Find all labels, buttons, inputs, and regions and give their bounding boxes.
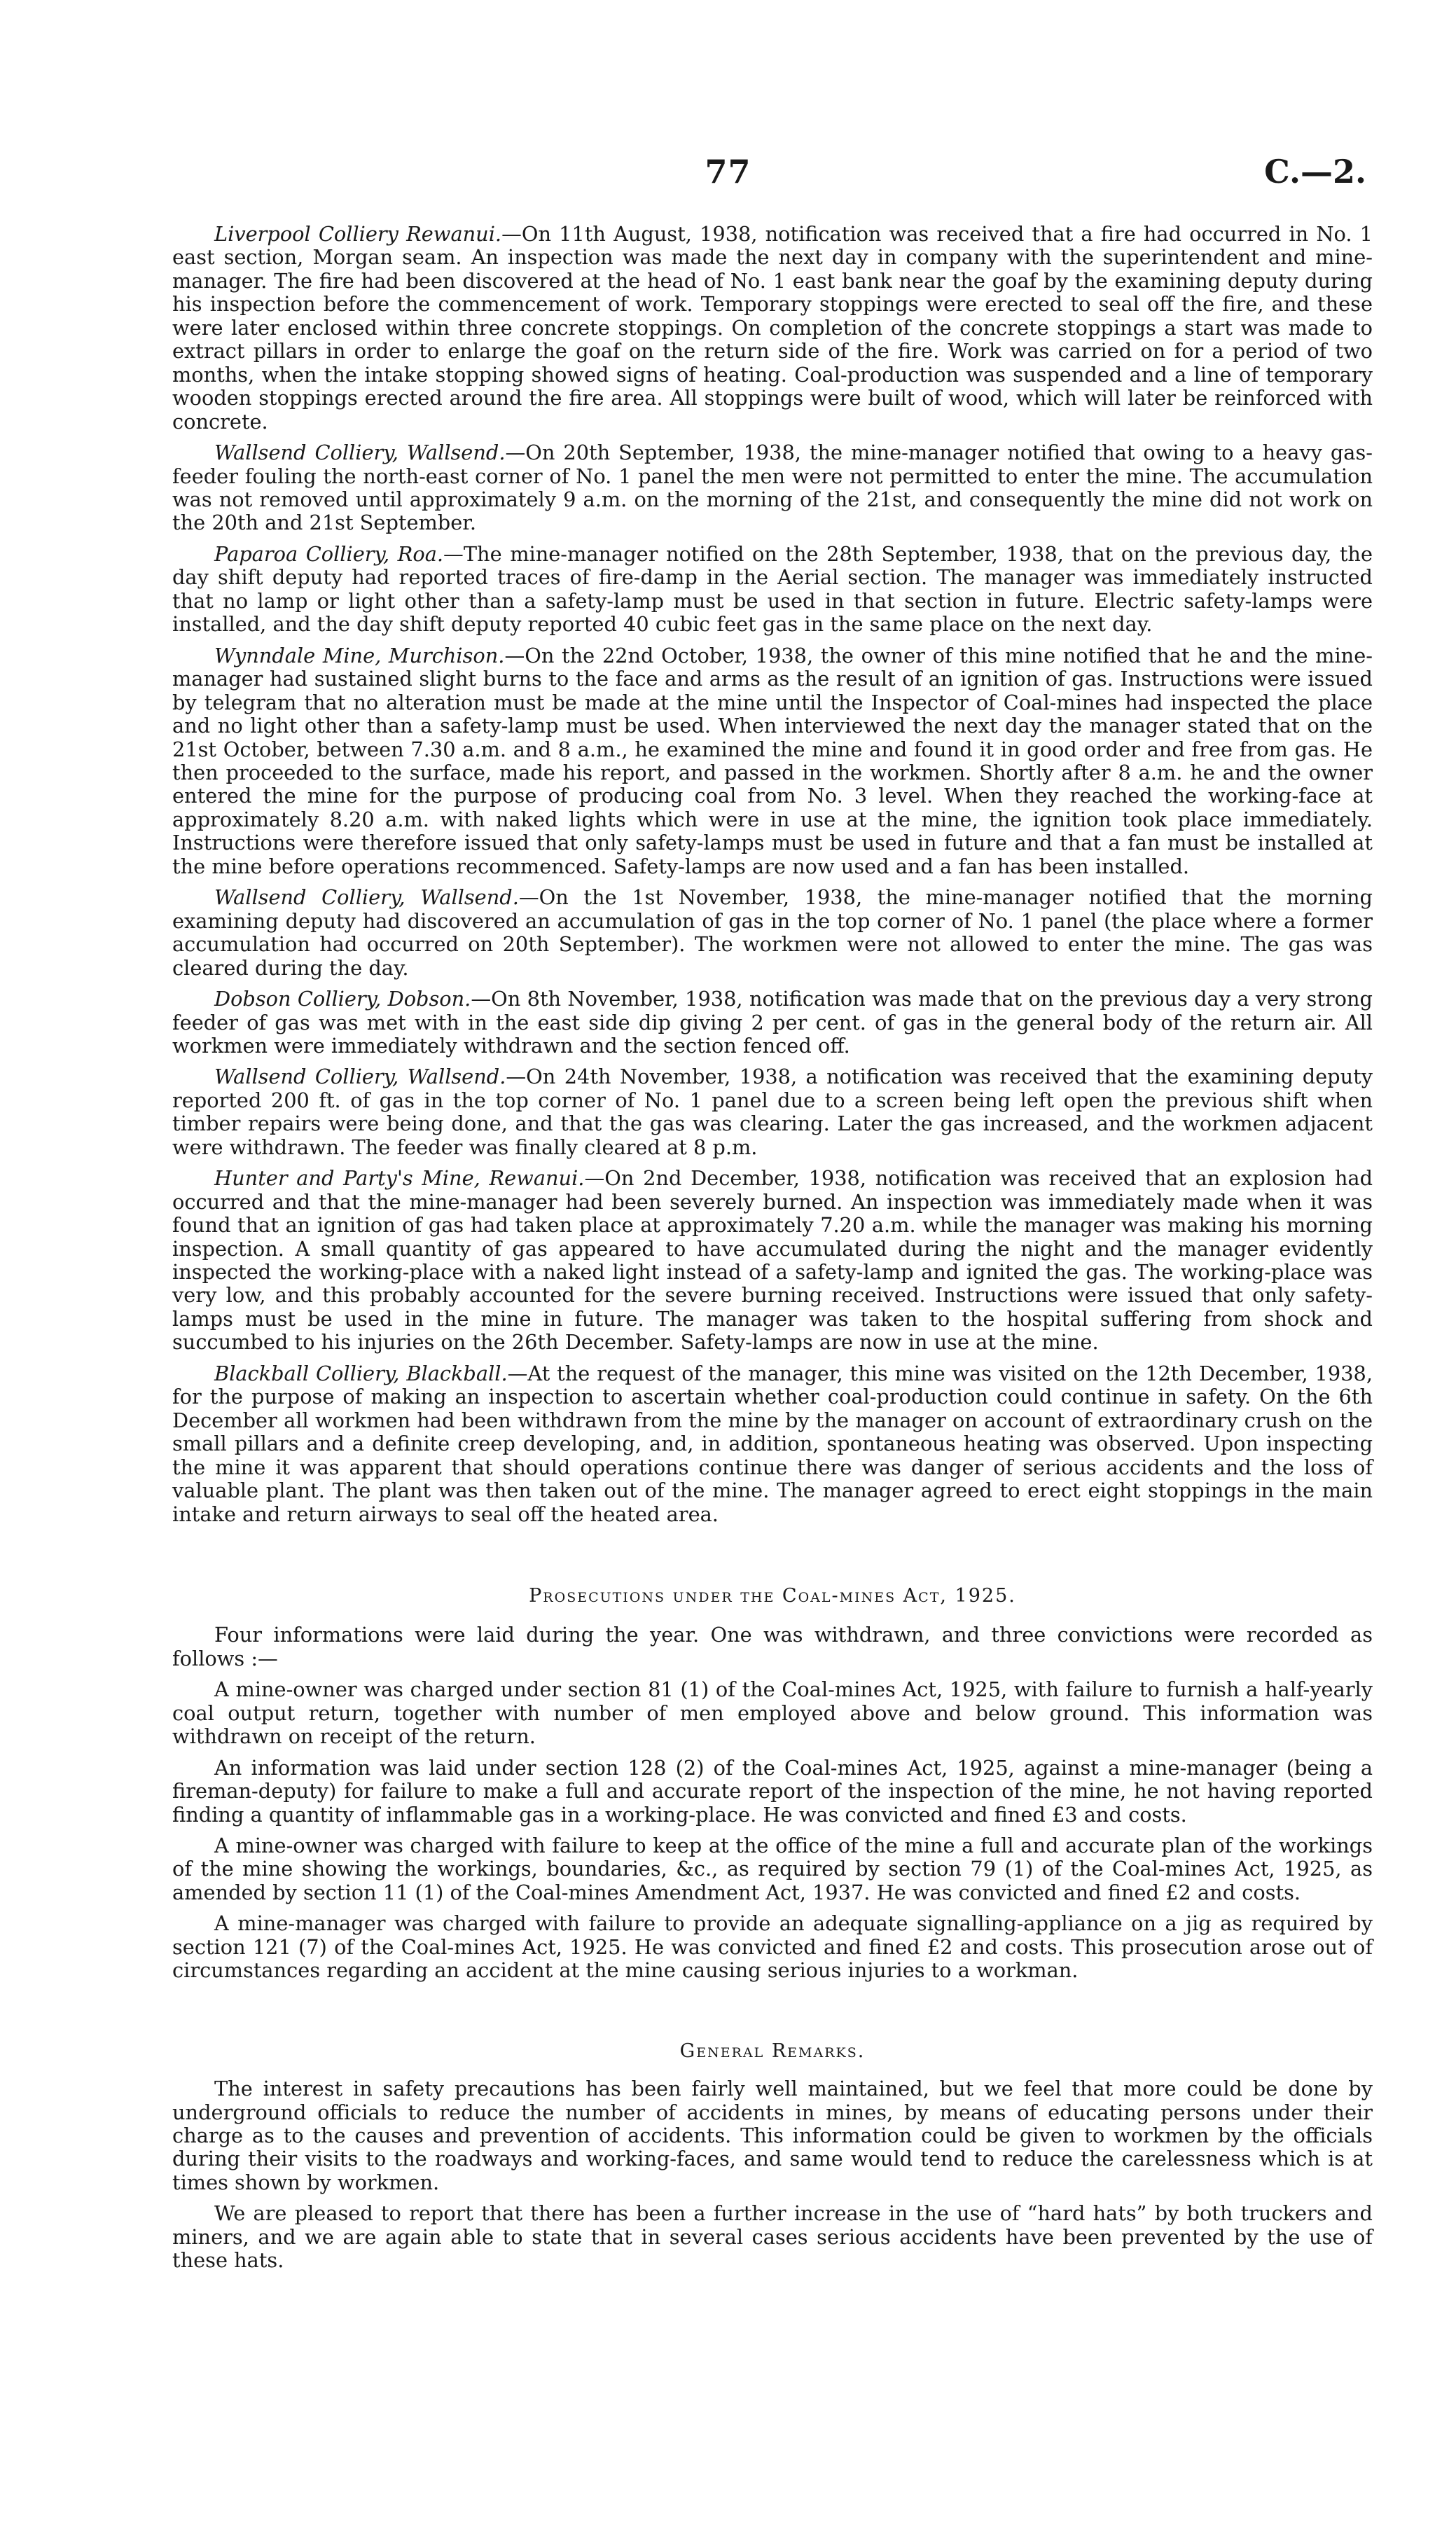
general-remarks-section (172, 2077, 1373, 2273)
occurrence-location: Wynndale Mine, Murchison. (214, 643, 505, 667)
occurrence-paragraph (172, 1362, 1373, 1526)
occurrence-text: —On 11th August, 1938, notification was received that a fire had occurred in No. 1 east section, Morgan seam. An inspection was made the next day in company with the superintendent and mine-manager. The fire had been discovered at the head of No. 1 east bank near the goaf by the examining deputy during his inspection before the commencement of work. Temporary stoppings were erected to seal off the fire, and these were later enclosed within three concrete stoppings. On completion of the concrete stoppings a start was made to extract pillars in order to enlarge the goaf on the return side of the fire. Work was carried on for a period of two months, when the intake stopping showed signs of heating. Coal-production was suspended and a line of temporary wooden stoppings erected around the fire area. All stoppings were built of wood, which will later be reinforced with concrete. (172, 222, 1373, 434)
occurrence-location: Hunter and Party's Mine, Rewanui. (214, 1166, 585, 1191)
occurrence-paragraph (172, 543, 1373, 637)
occurrence-text: —On the 22nd October, 1938, the owner of this mine notified that he and the mine-manager had sustained slight burns to the face and arms as the result of an ignition of gas. Instructions were issued by telegram that no alteration must be made at the mine until the Inspector of Coal-mines had inspected the place and no light other than a safety-lamp must be used. When interviewed the next day the manager stated that on the 21st October, between 7.30 a.m. and 8 a.m., he examined the mine and found it in good order and free from gas. He then proceeded to the surface, made his report, and passed in the workmen. Shortly after 8 a.m. he and the owner entered the mine for the purpose of producing coal from No. 3 level. When they reached the working-face at approximately 8.20 a.m. with naked lights which were in use at the mine, the ignition took place immediately. Instructions were therefore issued that only safety-lamps must be used in future and that a fan must be installed at the mine before operations recommenced. Safety-lamps are now used and a fan has been installed. (172, 643, 1373, 878)
occurrence-text: —On 24th November, 1938, a notification was received that the examining deputy reported 200 ft. of gas in the top corner of No. 1 panel due to a screen being left open the previous shift when timber repairs were being done, and that the gas was clearing. Later the gas increased, and the workmen adjacent were withdrawn. The feeder was finally cleared at 8 p.m. (172, 1065, 1373, 1159)
occurrence-location: Blackball Colliery, Blackball. (214, 1361, 508, 1385)
prosecution-paragraph: A mine-owner was charged with failure to keep at the office of the mine a full and accurate plan of the workings of the mine showing the workings, boundaries, &c., as required by section 79 (1) of the Coal-mines Act, 1925, as amended by section 11 (1) of the Coal-mines Amendment Act, 1937. He was convicted and fined £2 and costs. (172, 1834, 1373, 1904)
prosecutions-section (172, 1623, 1373, 1982)
page-number: 77 (705, 153, 751, 191)
occurrence-text: —At the request of the manager, this mine was visited on the 12th December, 1938, for the purpose of making an inspection to ascertain whether coal-production could continue in safety. On the 6th December all workmen had been withdrawn from the mine by the manager on account of extraordinary crush on the small pillars and a definite creep developing, and, in addition, spontaneous heating was observed. Upon inspecting the mine it was apparent that should operations continue there was danger of serious accidents and the loss of valuable plant. The plant was then taken out of the mine. The manager agreed to erect eight stoppings in the main intake and return airways to seal off the heated area. (172, 1361, 1373, 1526)
document-reference: C.—2. (1264, 153, 1366, 191)
occurrence-paragraph (172, 886, 1373, 980)
occurrences-section (172, 223, 1373, 1526)
occurrence-location: Dobson Colliery, Dobson. (214, 987, 471, 1011)
occurrence-text: —On the 1st November, 1938, the mine-manager notified that the morning examining deputy had discovered an accumulation of gas in the top corner of No. 1 panel (the place where a former accumulation had occurred on 20th September). The workmen were not allowed to enter the mine. The gas was cleared during the day. (172, 885, 1373, 980)
occurrence-location: Wallsend Colliery, Wallsend. (214, 885, 519, 910)
report-body (172, 223, 1373, 2280)
prosecution-paragraph: Four informations were laid during the year. One was withdrawn, and three convictions were recorded as follows :— (172, 1623, 1373, 1670)
occurrence-location: Wallsend Colliery, Wallsend. (214, 441, 506, 465)
occurrence-paragraph (172, 223, 1373, 434)
occurrence-location: Wallsend Colliery, Wallsend. (214, 1065, 506, 1089)
prosecution-paragraph: A mine-manager was charged with failure to provide an adequate signalling-appliance on a jig as required by section 121 (7) of the Coal-mines Act, 1925. He was convicted and fined £2 and costs. This prosecution arose out of circumstances regarding an accident at the mine causing serious injuries to a workman. (172, 1911, 1373, 1983)
occurrence-paragraph (172, 644, 1373, 879)
remarks-paragraph: The interest in safety precautions has been fairly well maintained, but we feel that more could be done by underground officials to reduce the number of accidents in mines, by means of educating persons under their charge as to the causes and prevention of accidents. This information could be given to workmen by the officials during their visits to the roadways and working-faces, and same would tend to reduce the carelessness which is at times shown by workmen. (172, 2077, 1373, 2194)
occurrence-paragraph (172, 988, 1373, 1058)
occurrence-location: Liverpool Colliery Rewanui. (214, 222, 502, 246)
occurrence-text: —On 2nd December, 1938, notification was received that an explosion had occurred and that the mine-manager had been severely burned. An inspection was immediately made when it was found that an ignition of gas had taken place at approximately 7.20 a.m. while the manager was making his morning inspection. A small quantity of gas appeared to have accumulated during the night and the manager evidently inspected the working-place with a naked light instead of a safety-lamp and ignited the gas. The working-place was very low, and this probably accounted for the severe burning received. Instructions were issued that only safety-lamps must be used in the mine in future. The manager was taken to the hospital suffering from shock and succumbed to his injuries on the 26th December. Safety-lamps are now in use at the mine. (172, 1166, 1373, 1355)
prosecutions-heading: Prosecutions under the Coal-mines Act, 1925. (529, 1585, 1016, 1607)
general-remarks-heading: General Remarks. (679, 2040, 866, 2062)
occurrence-paragraph (172, 1167, 1373, 1355)
prosecution-paragraph: A mine-owner was charged under section 81 (1) of the Coal-mines Act, 1925, with failure to furnish a half-yearly coal output return, together with number of men employed above and below ground. This information was withdrawn on receipt of the return. (172, 1677, 1373, 1749)
occurrence-paragraph (172, 441, 1373, 535)
remarks-paragraph: We are pleased to report that there has been a further increase in the use of “hard hats” by both truckers and miners, and we are again able to state that in several cases serious accidents have been prevented by the use of these hats. (172, 2201, 1373, 2273)
occurrence-text: —On 8th November, 1938, notification was made that on the previous day a very strong feeder of gas was met with in the east side dip giving 2 per cent. of gas in the general body of the return air. All workmen were immediately withdrawn and the section fenced off. (172, 987, 1373, 1058)
occurrence-text: —The mine-manager notified on the 28th September, 1938, that on the previous day, the day shift deputy had reported traces of fire-damp in the Aerial section. The manager was immediately instructed that no lamp or light other than a safety-lamp must be used in that section in future. Electric safety-lamps were installed, and the day shift deputy reported 40 cubic feet gas in the same place on the next day. (172, 541, 1373, 637)
occurrence-paragraph (172, 1065, 1373, 1159)
prosecution-paragraph: An information was laid under section 128 (2) of the Coal-mines Act, 1925, against a mine-manager (being a fireman-deputy) for failure to make a full and accurate report of the inspection of the mine, he not having reported finding a quantity of inflammable gas in a working-place. He was convicted and fined £3 and costs. (172, 1755, 1373, 1827)
occurrence-text: —On 20th September, 1938, the mine-manager notified that owing to a heavy gas-feeder fouling the north-east corner of No. 1 panel the men were not permitted to enter the mine. The accumulation was not removed until approximately 9 a.m. on the morning of the 21st, and consequently the mine did not work on the 20th and 21st September. (172, 441, 1373, 535)
occurrence-location: Paparoa Colliery, Roa. (214, 541, 444, 566)
